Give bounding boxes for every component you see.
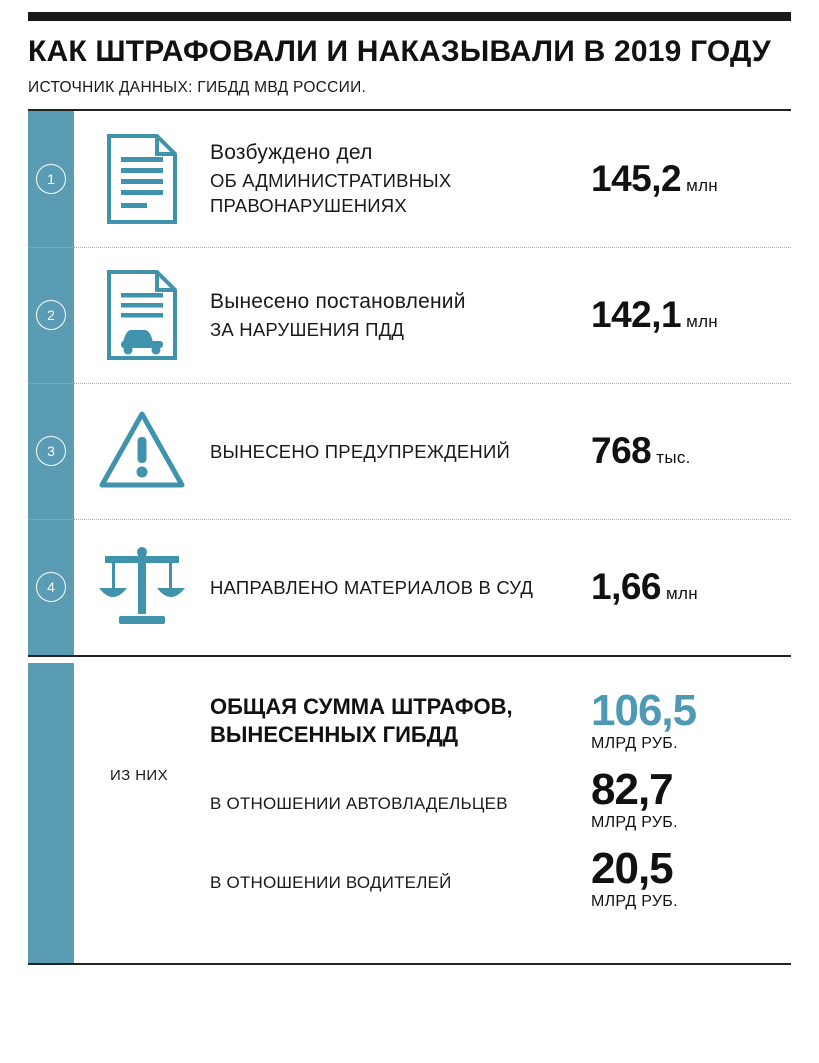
row-label [210, 575, 585, 601]
infographic-page [0, 12, 819, 1063]
row-value [585, 566, 791, 608]
summary-item-label: В ОТНОШЕНИИ АВТОВЛАДЕЛЬЦЕВ [210, 793, 508, 813]
document-icon [74, 133, 210, 225]
stats-block [28, 109, 791, 657]
summary-total-row [74, 663, 791, 752]
row-value-number: 142,1 [591, 294, 682, 336]
row-label-line1: Вынесено постановлений [210, 290, 466, 314]
summary-headline [210, 689, 585, 749]
row-value-number: 1,66 [591, 566, 662, 608]
summary-bottom-space [74, 910, 791, 936]
row-label-line3: ПРАВОНАРУШЕНИЯХ [210, 195, 407, 217]
data-source: ИСТОЧНИК ДАННЫХ: ГИБДД МВД РОССИИ. [28, 78, 367, 96]
row-value [585, 158, 791, 200]
summary-headline-line2: ВЫНЕСЕННЫХ ГИБДД [210, 722, 459, 748]
row-value-number: 145,2 [591, 157, 682, 199]
summary-total-value [585, 685, 791, 752]
row-number-badge: 1 [36, 164, 66, 194]
page-title: КАК ШТРАФОВАЛИ И НАКАЗЫВАЛИ В 2019 ГОДУ [28, 35, 771, 68]
row-label-line1: Возбуждено дел [210, 140, 373, 164]
row-value-unit: млн [666, 584, 698, 604]
scales-icon [74, 544, 210, 630]
row-number-badge: 4 [36, 572, 66, 602]
summary-total-unit: МЛРД РУБ. [591, 734, 678, 752]
table-row [28, 111, 791, 247]
summary-content [28, 663, 791, 963]
row-label [210, 439, 585, 465]
table-row [28, 247, 791, 383]
summary-item-number: 82,7 [591, 764, 673, 814]
summary-block [28, 663, 791, 965]
row-value-unit: тыс. [656, 448, 691, 468]
row-label-line2: ОБ АДМИНИСТРАТИВНЫХ [210, 169, 452, 191]
document-car-icon [74, 269, 210, 361]
row-number-badge: 3 [36, 436, 66, 466]
row-label-line1: ВЫНЕСЕНО ПРЕДУПРЕЖДЕНИЙ [210, 440, 510, 462]
summary-item-value [585, 764, 791, 831]
summary-item-row [74, 831, 791, 910]
row-label-line2: ЗА НАРУШЕНИЯ ПДД [210, 319, 405, 341]
summary-item-unit: МЛРД РУБ. [591, 813, 678, 831]
summary-headline-line1: ОБЩАЯ СУММА ШТРАФОВ, [210, 693, 513, 719]
row-value-number: 768 [591, 430, 652, 472]
row-value [585, 430, 791, 472]
row-value [585, 294, 791, 336]
row-value-unit: млн [686, 312, 718, 332]
row-number-badge: 2 [36, 300, 66, 330]
row-label-line1: НАПРАВЛЕНО МАТЕРИАЛОВ В СУД [210, 576, 534, 598]
row-label [210, 288, 585, 342]
row-label [210, 139, 585, 219]
summary-item-unit: МЛРД РУБ. [591, 892, 678, 910]
summary-side-label: ИЗ НИХ [109, 766, 169, 784]
summary-item-number: 20,5 [591, 843, 673, 893]
warning-triangle-icon [74, 409, 210, 493]
summary-item-row [74, 752, 791, 831]
summary-item-value [585, 843, 791, 910]
table-row [28, 383, 791, 519]
summary-item-label: В ОТНОШЕНИИ ВОДИТЕЛЕЙ [210, 872, 452, 892]
row-value-unit: млн [686, 175, 718, 195]
table-row [28, 519, 791, 655]
top-rule [28, 12, 791, 21]
summary-total-number: 106,5 [591, 685, 697, 735]
